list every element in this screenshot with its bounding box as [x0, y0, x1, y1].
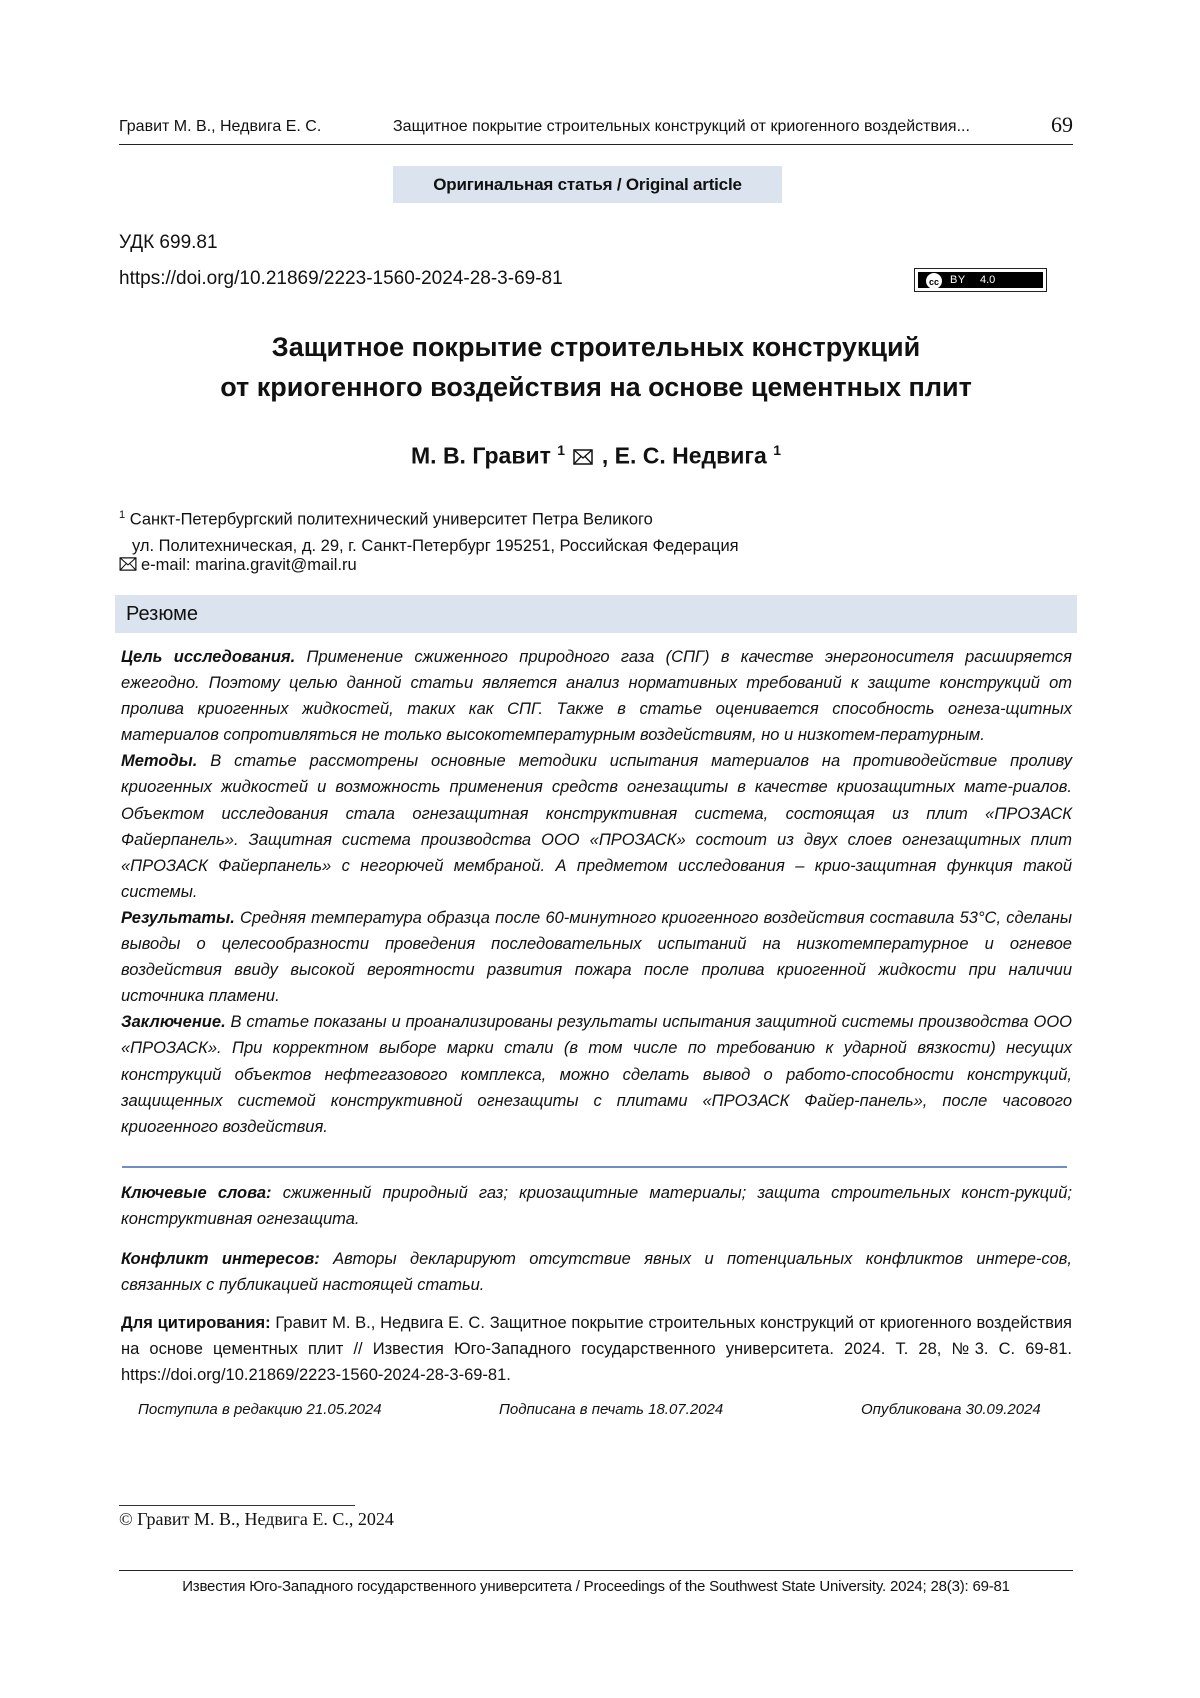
abstract [121, 644, 1072, 1140]
date-published: Опубликована 30.09.2024 [861, 1401, 1041, 1418]
keywords [121, 1180, 1072, 1232]
article-title [119, 327, 1073, 407]
footer-divider [119, 1570, 1073, 1571]
email-line [119, 556, 357, 575]
results-label: Результаты. [121, 908, 235, 927]
copyright: © Гравит М. В., Недвига Е. С., 2024 [119, 1509, 394, 1529]
author-1-affiliation-mark: 1 [557, 442, 566, 458]
cc-badge-background [918, 272, 1043, 288]
conflict-of-interest [121, 1246, 1072, 1298]
running-head-authors: Гравит М. В., Недвига Е. С. [119, 118, 322, 135]
abstract-purpose [121, 644, 1072, 748]
citation-text: Гравит М. В., Недвига Е. С. Защитное покрытие строительных конструкций от криогенного воздействия на основе цементных плит // Известия Юго-Западного государственного университета. 2024. Т. 28, №3. С. 69-81. https://doi.org/10.21869/2223-1560-2024-28-3-69-81. [121, 1314, 1072, 1384]
title-line-2: от криогенного воздействия на основе цементных плит [220, 372, 972, 402]
author-list [119, 442, 1073, 470]
author-2-name: , Е. С. Недвига [601, 442, 767, 469]
article-type-badge: Оригинальная статья / Original article [393, 166, 782, 203]
resume-heading: Резюме [115, 595, 1077, 633]
abstract-divider [122, 1166, 1067, 1168]
cc-by-label: BY [950, 274, 966, 286]
envelope-icon[interactable] [573, 449, 593, 465]
citation [121, 1310, 1072, 1388]
journal-footer: Известия Юго-Западного государственного университета / Proceedings of the Southwest State University. 2024; 28(3): 69-81 [182, 1578, 1010, 1595]
udk-code: УДК 699.81 [119, 232, 218, 253]
title-line-1: Защитное покрытие строительных конструкций [271, 332, 921, 362]
abstract-results [121, 905, 1072, 1009]
running-head [119, 112, 1073, 145]
envelope-icon [119, 557, 137, 571]
abstract-methods [121, 748, 1072, 905]
running-head-title: Защитное покрытие строительных конструкций от криогенного воздействия... [393, 118, 970, 135]
author-2-affiliation-mark: 1 [773, 442, 781, 458]
conflict-label: Конфликт интересов: [121, 1250, 320, 1268]
keywords-text: сжиженный природный газ; криозащитные материалы; защита строительных конст-рукций; конструктивная огнезащита. [121, 1184, 1072, 1228]
conclusion-label: Заключение. [121, 1013, 226, 1032]
date-received: Поступила в редакцию 21.05.2024 [138, 1401, 382, 1418]
keywords-label: Ключевые слова: [121, 1184, 272, 1202]
affiliation-line-2: ул. Политехническая, д. 29, г. Санкт-Петербург 195251, Российская Федерация [132, 536, 739, 555]
results-text: Средняя температура образца после 60-минутного криогенного воздействия составила 53°С, сделаны выводы о целесообразности проведения последовательных испытаний на низкотемпературное и огневое воздействия ввиду высокой вероятности развития пожара после пролива криогенной жидкости при наличии источника пламени. [121, 908, 1072, 1006]
date-accepted: Подписана в печать 18.07.2024 [499, 1401, 724, 1418]
affiliation-mark: 1 [119, 509, 126, 521]
methods-label: Методы. [121, 752, 198, 771]
footnote-divider [119, 1505, 355, 1506]
affiliation [119, 502, 739, 559]
cc-version-label: 4.0 [980, 274, 996, 286]
purpose-text: Применение сжиженного природного газа (СПГ) в качестве энергоносителя расширяется ежегодно. Поэтому целью данной статьи является анализ нормативных требований к защите конструкций от пролива криогенных жидкостей, таких как СПГ. Также в статье оценивается способность огнеза-щитных материалов сопротивляться не только высокотемпературным воздействиям, но и низкотем-пературным. [121, 648, 1072, 745]
conclusion-text: В статье показаны и проанализированы результаты испытания защитной системы производства ООО «ПРОЗАСК». При корректном выборе марки стали (в том числе по требованию к ударной вязкости) несущих конструкций объектов нефтегазового комплекса, можно сделать вывод о работо-способности конструкций, защищенных системой конструктивной огнезащиты с плитами «ПРОЗАСК Файер-панель», после часового криогенного воздействия. [121, 1013, 1072, 1136]
email-address[interactable]: e-mail: marina.gravit@mail.ru [141, 556, 357, 574]
methods-text: В статье рассмотрены основные методики испытания материалов на противодействие проливу криогенных жидкостей и возможность применения средств огнезащиты в качестве криозащитных мате-риалов. Объектом исследования стала огнезащитная конструктивная система, состоящая из плит «ПРОЗАСК Файерпанель». Защитная система производства ООО «ПРОЗАСК» состоит из двух слоев огнезащитных плит «ПРОЗАСК Файерпанель» с негорючей мембраной. А предметом исследования – крио-защитная функция такой системы. [121, 752, 1072, 901]
citation-label: Для цитирования: [121, 1314, 271, 1332]
cc-icon: cc [926, 273, 942, 289]
page-number: 69 [1051, 112, 1073, 137]
doi-link[interactable]: https://doi.org/10.21869/2223-1560-2024-28-3-69-81 [119, 268, 563, 289]
abstract-conclusion [121, 1009, 1072, 1139]
cc-license-badge[interactable] [914, 268, 1047, 292]
author-1-name: М. В. Гравит [411, 442, 551, 469]
conflict-text: Авторы декларируют отсутствие явных и потенциальных конфликтов интере-сов, связанных с публикацией настоящей статьи. [121, 1250, 1072, 1294]
affiliation-line-1: Санкт-Петербургский политехнический университет Петра Великого [129, 510, 653, 529]
purpose-label: Цель исследования. [121, 648, 296, 666]
